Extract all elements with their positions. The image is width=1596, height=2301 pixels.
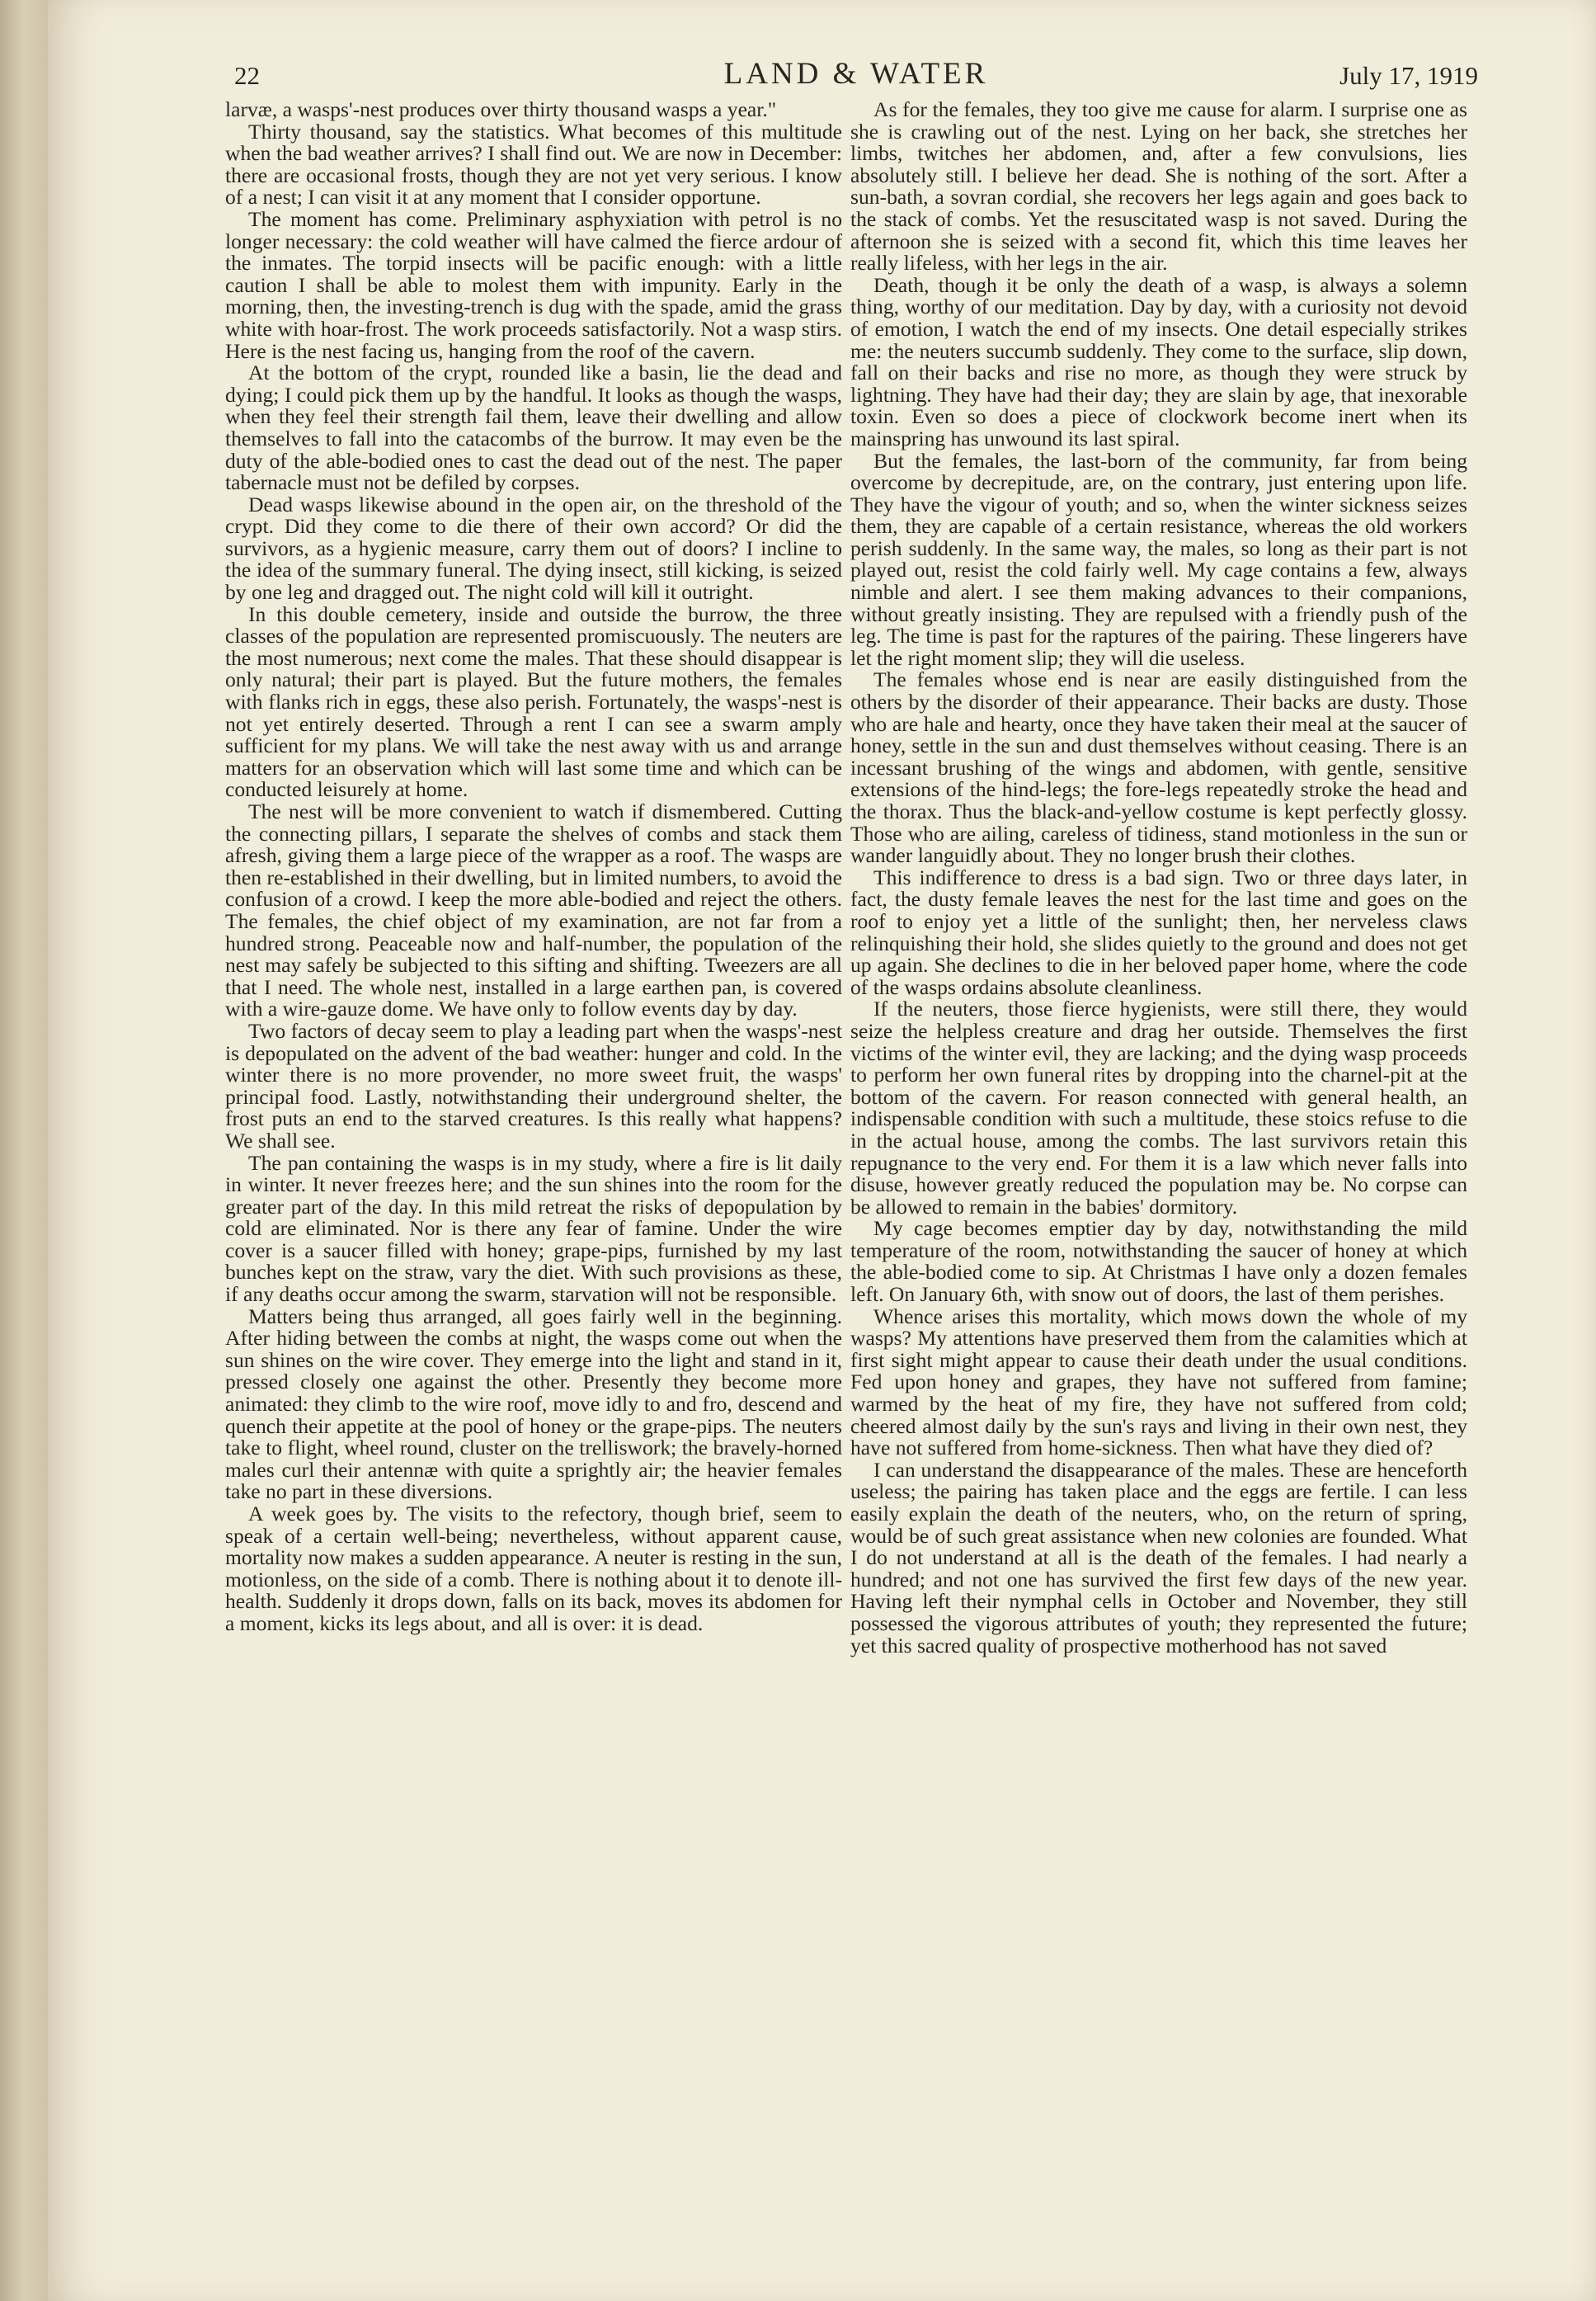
page-number: 22 [234,61,260,90]
paragraph: The pan containing the wasps is in my study, where a fire is lit daily in winter. It never freezes here; and the sun shines into the room for the greater part of the day. In this mild retreat the risks of depopulation by cold are eliminated. Nor is there any fear of famine. Under the wire cover is a saucer filled with honey; grape-pips, furnished by my last bunches kept on the straw, vary the diet. With such provisions as these, if any deaths occur among the swarm, starvation will not be responsible. [225,1150,842,1307]
paragraph: My cage becomes emptier day by day, notwithstanding the mild temperature of the room, notwithstanding the saucer of honey at which the able-bodied come to sip. At Christmas I have only a dozen females left. On January 6th, with snow out of doors, the last of them perishes. [850,1216,1467,1307]
paragraph: At the bottom of the crypt, rounded like a basin, lie the dead and dying; I could pick them up by the handful. It looks as though the wasps, when they feel their strength fail them, leave their dwelling and allow themselves to fall into the catacombs of the burrow. It may even be the duty of the able-bodied ones to cast the dead out of the nest. The paper tabernacle must not be defiled by corpses. [225,361,842,495]
page-binding-edge [0,0,48,2301]
paragraph: In this double cemetery, inside and outside the burrow, the three classes of the population are represented promiscuously. The neuters are the most numerous; next come the males. That these should disappear is only natural; their part is played. But the future mothers, the females with flanks rich in eggs, these also perish. Fortunately, the wasps'-nest is not yet entirely deserted. Through a rent I can see a swarm amply sufficient for my plans. We will take the nest away with us and arrange matters for an observation which will last some time and which can be conducted leisurely at home. [225,601,842,802]
issue-date: July 17, 1919 [1339,61,1478,90]
paragraph: Thirty thousand, say the statistics. What becomes of this multitude when the bad weather arrives? I shall find out. We are now in December: there are occasional frosts, though they are not yet very serious. I know of a nest; I can visit it at any moment that I consider opportune. [225,119,842,210]
paragraph: A week goes by. The visits to the refectory, though brief, seem to speak of a certain well-being; nevertheless, without apparent cause, mortality now makes a sudden appearance. A neuter is resting in the sun, motionless, on the side of a comb. There is nothing about it to denote ill-health. Suddenly it drops down, falls on its back, moves its abdomen for a moment, kicks its legs about, and all is over: it is dead. [225,1502,842,1635]
paragraph: This indifference to dress is a bad sign. Two or three days later, in fact, the dusty female leaves the nest for the last time and goes on the roof to enjoy yet a little of the sunlight; then, her nerveless claws relinquishing their hold, she slides quietly to the ground and does not get up again. She declines to die in her beloved paper home, where the code of the wasps ordains absolute cleanliness. [850,865,1467,999]
paragraph: Whence arises this mortality, which mows down the whole of my wasps? My attentions have preserved them from the calamities which at first sight might appear to cause their death under the usual conditions. Fed upon honey and grapes, they have not suffered from famine; warmed by the heat of my fire, they have not suffered from cold; cheered almost daily by the sun's rays and living in their own nest, they have not suffered from home-sickness. Then what have they died of? [850,1304,1467,1460]
paragraph: The females whose end is near are easily distinguished from the others by the disorder of their appearance. Their backs are dusty. Those who are hale and hearty, once they have taken their meal at the saucer of honey, settle in the sun and dust themselves without ceasing. There is an incessant brushing of the wings and abdomen, with gentle, sensitive extensions of the hind-legs; the fore-legs repeatedly stroke the head and the thorax. Thus the black-and-yellow costume is kept perfectly glossy. Those who are ailing, careless of tidiness, stand motionless in the sun or wander languidly about. They no longer brush their clothes. [850,667,1467,868]
paragraph: Death, though it be only the death of a wasp, is always a solemn thing, worthy of our meditation. Day by day, with a curiosity not devoid of emotion, I watch the end of my insects. One detail especially strikes me: the neuters succumb suddenly. They come to the surface, slip down, fall on their backs and rise no more, as though they were struck by lightning. They have had their day; they are slain by age, that inexorable toxin. Even so does a piece of clockwork become inert when its mainspring has unwound its last spiral. [850,272,1467,450]
paragraph: I can understand the disappearance of the males. These are henceforth useless; the pairing has taken place and the eggs are fertile. I can less easily explain the death of the neuters, who, on the return of spring, would be of such great assistance when new colonies are founded. What I do not understand at all is the death of the females. I had nearly a hundred; and not one has survived the first few days of the new year. Having left their nymphal cells in October and November, they still possessed the vigorous attributes of youth; they represented the future; yet this sacred quality of prospective motherhood has not saved [850,1457,1467,1657]
paragraph: As for the females, they too give me cause for alarm. I surprise one as she is crawling out of the nest. Lying on her back, she stretches her limbs, twitches her abdomen, and, after a few convulsions, lies absolutely still. I believe her dead. She is nothing of the sort. After a sun-bath, a sovran cordial, she recovers her legs again and goes back to the stack of combs. Yet the resuscitated wasp is not saved. During the afternoon she is seized with a second fit, which this time leaves her really lifeless, with her legs in the air. [850,97,1467,276]
paragraph: Two factors of decay seem to play a leading part when the wasps'-nest is depopulated on the advent of the bad weather: hunger and cold. In the winter there is no more provender, no more sweet fruit, the wasps' principal food. Lastly, notwithstanding their underground shelter, the frost puts an end to the starved creatures. Is this really what happens? We shall see. [225,1018,842,1153]
right-column [850,99,1467,1657]
paragraph: If the neuters, those fierce hygienists, were still there, they would seize the helpless creature and drag her outside. Themselves the first victims of the winter evil, they are lacking; and the dying wasp proceeds to perform her own funeral rites by dropping into the charnel-pit at the bottom of the cavern. For reason connected with general health, an indispensable condition with such a multitude, these stoics refuse to die in the actual house, among the combs. The last survivors retain this repugnance to the very end. For them it is a law which never falls into disuse, however greatly reduced the population may be. No corpse can be allowed to remain in the babies' dormitory. [850,997,1467,1219]
paragraph: larvæ, a wasps'-nest produces over thirty thousand wasps a year." [225,97,777,121]
left-column [225,99,842,1635]
paragraph: Matters being thus arranged, all goes fairly well in the beginning. After hiding between the combs at night, the wasps come out when the sun shines on the wire cover. They emerge into the light and stand in it, pressed closely one against the other. Presently they become more animated: they climb to the wire roof, move idly to and fro, descend and quench their appetite at the pool of honey or the grape-pips. The neuters take to flight, wheel round, cluster on the trelliswork; the bravely-horned males curl their antennæ with quite a sprightly air; the heavier females take no part in these diversions. [225,1304,842,1504]
page-header [234,56,1478,102]
paragraph: Dead wasps likewise abound in the open air, on the threshold of the crypt. Did they come to die there of their own accord? Or did the survivors, as a hygienic measure, carry them out of doors? I incline to the idea of the summary funeral. The dying insect, still kicking, is seized by one leg and dragged out. The night cold will kill it outright. [225,492,842,605]
paragraph: But the females, the last-born of the community, far from being overcome by decrepitude, are, on the contrary, just entering upon life. They have the vigour of youth; and so, when the winter sickness seizes them, they are capable of a certain resistance, whereas the old workers perish suddenly. In the same way, the males, so long as their part is not played out, resist the cold fairly well. My cage contains a few, always nimble and alert. I see them making advances to their companions, without greatly insisting. They are repulsed with a friendly push of the leg. The time is past for the raptures of the pairing. These lingerers have let the right moment slip; they will die useless. [850,448,1467,670]
margin-ink-mark [1567,2039,1574,2072]
paragraph: The nest will be more convenient to watch if dismembered. Cutting the connecting pillars, I separate the shelves of combs and stack them afresh, giving them a large piece of the wrapper as a roof. The wasps are then re-established in their dwelling, but in limited numbers, to avoid the confusion of a crowd. I keep the more able-bodied and reject the others. The females, the chief object of my examination, are not far from a hundred strong. Peaceable now and half-number, the population of the nest may safely be subjected to this sifting and shifting. Tweezers are all that I need. The whole nest, installed in a large earthen pan, is covered with a wire-gauze dome. We have only to follow events day by day. [225,799,842,1021]
magazine-title: LAND & WATER [723,57,989,91]
paragraph: The moment has come. Preliminary asphyxiation with petrol is no longer necessary: the cold weather will have calmed the fierce ardour of the inmates. The torpid insects will be pacific enough: with a little caution I shall be able to molest them with impunity. Early in the morning, then, the investing-trench is dug with the spade, amid the grass white with hoar-frost. The work proceeds satisfactorily. Not a wasp stirs. Here is the nest facing us, hanging from the roof of the cavern. [225,206,842,363]
